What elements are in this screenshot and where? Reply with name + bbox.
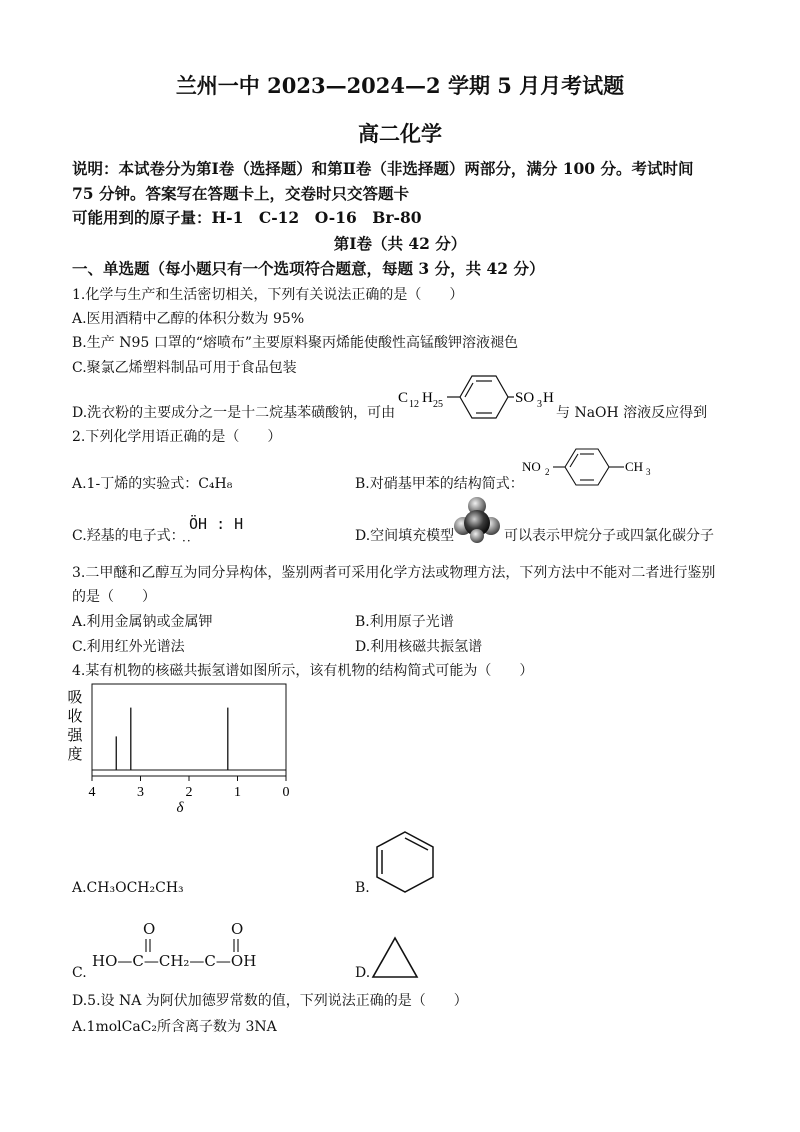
notes-line1: 说明：本试卷分为第Ⅰ卷（选择题）和第Ⅱ卷（非选择题）两部分，满分 100 分。考试时间: [72, 159, 694, 178]
q4-option-c: C.: [72, 965, 87, 981]
subject-title: 高二化学: [358, 121, 442, 146]
q5-option-a: A.1molCaC₂所含离子数为 3NA: [72, 1019, 277, 1035]
q3-stem-line2: 的是（ ）: [72, 589, 156, 605]
q1-option-c: C.聚氯乙烯塑料制品可用于食品包装: [72, 360, 297, 376]
structure-label-sub-12: 12: [409, 399, 419, 410]
methyl-label-sub: 3: [646, 467, 651, 477]
q1-stem: 1.化学与生产和生活密切相关，下列有关说法正确的是（ ）: [72, 287, 464, 303]
q3-option-a: A.利用金属钠或金属钾: [72, 614, 213, 630]
q3-option-d: D.利用核磁共振氢谱: [355, 639, 483, 655]
nitro-label-sub: 2: [545, 467, 550, 477]
x-tick-label: 2: [185, 785, 193, 800]
q2-option-b: B.对硝基甲苯的结构简式：: [355, 476, 524, 492]
cyclopropane-icon: [370, 935, 420, 981]
q4-option-b: B.: [355, 880, 370, 896]
q1-option-a: A.医用酒精中乙醇的体积分数为 95%: [72, 311, 305, 327]
q2-option-c: C.羟基的电子式：: [72, 528, 185, 544]
carbonyl-double-bonds: [140, 937, 250, 955]
benzene-ring-icon: [460, 376, 508, 418]
methyl-label: CH: [625, 459, 644, 474]
q2-option-d-prefix: D.空间填充模型: [355, 528, 455, 544]
chart-x-axis-label: δ: [176, 800, 184, 815]
p-nitrotoluene-structure: [520, 444, 685, 490]
section-heading: 一、单选题（每小题只有一个选项符合题意，每题 3 分，共 42 分）: [72, 259, 545, 278]
space-filling-model-icon: [453, 496, 501, 544]
structure-label-so: SO: [515, 390, 535, 406]
x-tick-label: 3: [137, 785, 144, 800]
q4-option-d: D.: [355, 965, 371, 981]
q4-stem: 4.某有机物的核磁共振氢谱如图所示，该有机物的结构简式可能为（ ）: [72, 663, 534, 679]
x-tick-label: 4: [88, 785, 96, 800]
q3-option-c: C.利用红外光谱法: [72, 639, 185, 655]
q2-option-d-suffix: 可以表示甲烷分子或四氯化碳分子: [504, 528, 714, 544]
structure-label-sub-3: 3: [537, 399, 542, 410]
structure-label-h2: H: [543, 390, 554, 406]
y-axis-label-char: 度: [67, 747, 83, 763]
q3-option-b: B.利用原子光谱: [355, 614, 454, 630]
malonic-acid-formula: HO—C—CH₂—C—OH: [92, 952, 257, 970]
part1-heading: 第Ⅰ卷（共 42 分）: [333, 234, 467, 253]
chart-frame: [92, 684, 286, 776]
q3-stem-line1: 3.二甲醚和乙醇互为同分异构体，鉴别两者可采用化学方法或物理方法，下列方法中不能对二者进行鉴别: [72, 565, 716, 581]
cyclohexadiene-icon: [370, 830, 440, 894]
nmr-spectrum-chart: [66, 680, 302, 815]
carbonyl-o-left: O: [143, 920, 156, 938]
q1-option-d-suffix: 与 NaOH 溶液反应得到: [556, 405, 708, 421]
hydroxyl-electron-formula: ÖH : H: [189, 515, 244, 533]
structure-label-h: H: [422, 390, 433, 406]
y-axis-label-char: 吸: [67, 690, 83, 706]
notes-line2: 75 分钟。答案写在答题卡上，交卷时只交答题卡: [72, 184, 409, 203]
q2-stem: 2.下列化学用语正确的是（ ）: [72, 429, 282, 445]
structure-label-sub-25: 25: [433, 399, 443, 410]
q1-option-d-prefix: D.洗衣粉的主要成分之一是十二烷基苯磺酸钠，可由: [72, 405, 396, 421]
dodecylbenzenesulfonic-acid-structure: [396, 368, 556, 424]
carbonyl-o-right: O: [231, 920, 244, 938]
electron-dots: ··: [182, 534, 192, 548]
q2-option-a: A.1-丁烯的实验式：C₄H₈: [72, 476, 233, 492]
x-tick-label: 0: [282, 785, 290, 800]
y-axis-label-char: 收: [67, 709, 83, 725]
chart-y-axis-label: [67, 689, 83, 763]
nitro-label: NO: [522, 459, 541, 474]
atomic-masses: 可能用到的原子量：H-1 C-12 O-16 Br-80: [72, 208, 422, 227]
exam-title: 兰州一中 2023—2024—2 学期 5 月月考试题: [175, 73, 625, 98]
q5-stem: D.5.设 NA 为阿伏加德罗常数的值，下列说法正确的是（ ）: [72, 993, 468, 1009]
q1-option-b: B.生产 N95 口罩的“熔喷布”主要原料聚丙烯能使酸性高锰酸钾溶液褪色: [72, 335, 519, 351]
q4-option-a: A.CH₃OCH₂CH₃: [72, 880, 184, 896]
y-axis-label-char: 强: [67, 728, 83, 744]
structure-label-c: C: [398, 390, 409, 406]
x-tick-label: 1: [234, 785, 241, 800]
